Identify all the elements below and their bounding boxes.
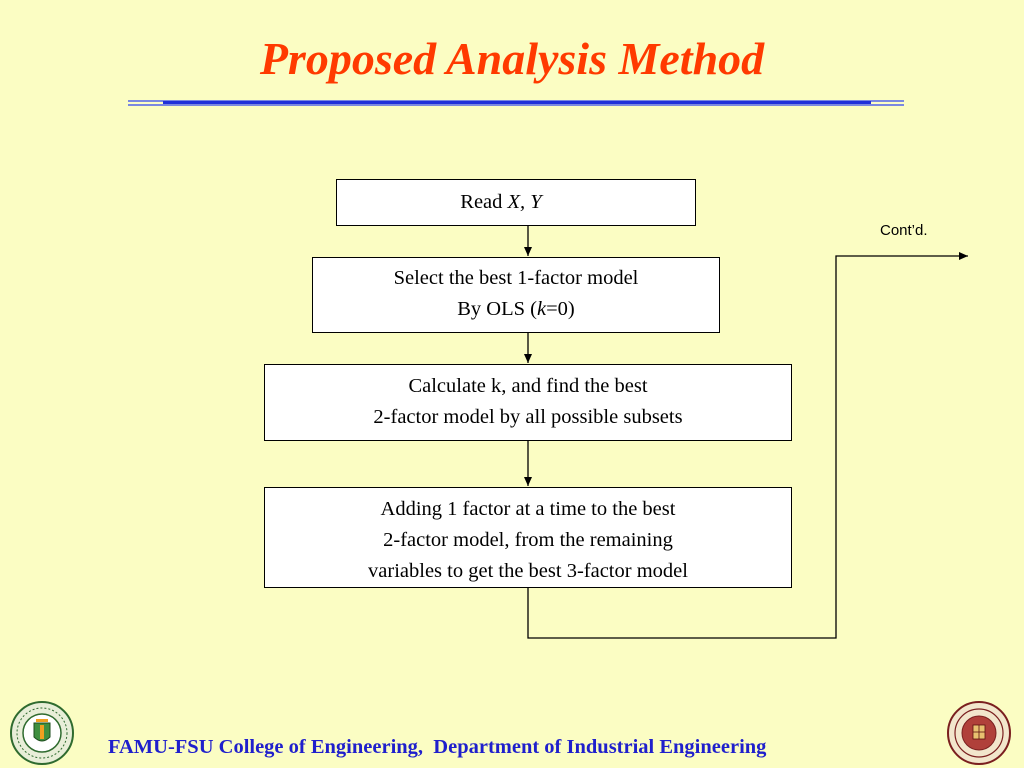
flow-box-best-3-factor: [264, 487, 792, 588]
box2-line2: [313, 294, 719, 325]
flow-box-best-2-factor: [264, 364, 792, 441]
footer-text: FAMU-FSU College of Engineering, Department of Industrial Engineering: [108, 736, 767, 758]
continued-label: Cont’d.: [880, 222, 928, 239]
famu-seal-icon: [10, 701, 74, 765]
box1-prefix: Read: [460, 191, 508, 213]
box1-variables: X, Y: [507, 191, 542, 213]
box2-line2-prefix: By OLS (: [457, 298, 537, 320]
box2-line2-var: k: [536, 298, 547, 320]
box4-line1: Adding 1 factor at a time to the best: [380, 498, 676, 520]
box4-line2: 2-factor model, from the remaining: [383, 529, 673, 551]
box1-text: [337, 187, 695, 218]
flow-box-best-1-factor: [312, 257, 720, 333]
box2-line2-suffix: =0): [546, 298, 575, 320]
box2-line1: Select the best 1-factor model: [393, 267, 639, 289]
box4-line3: variables to get the best 3-factor model: [368, 560, 688, 582]
box3-line2: 2-factor model by all possible subsets: [373, 406, 683, 428]
box3-line1: Calculate k, and find the best: [408, 375, 648, 397]
slide-title: Proposed Analysis Method: [259, 33, 765, 84]
flow-box-read-inputs: [336, 179, 696, 226]
fsu-seal-icon: [947, 701, 1011, 765]
